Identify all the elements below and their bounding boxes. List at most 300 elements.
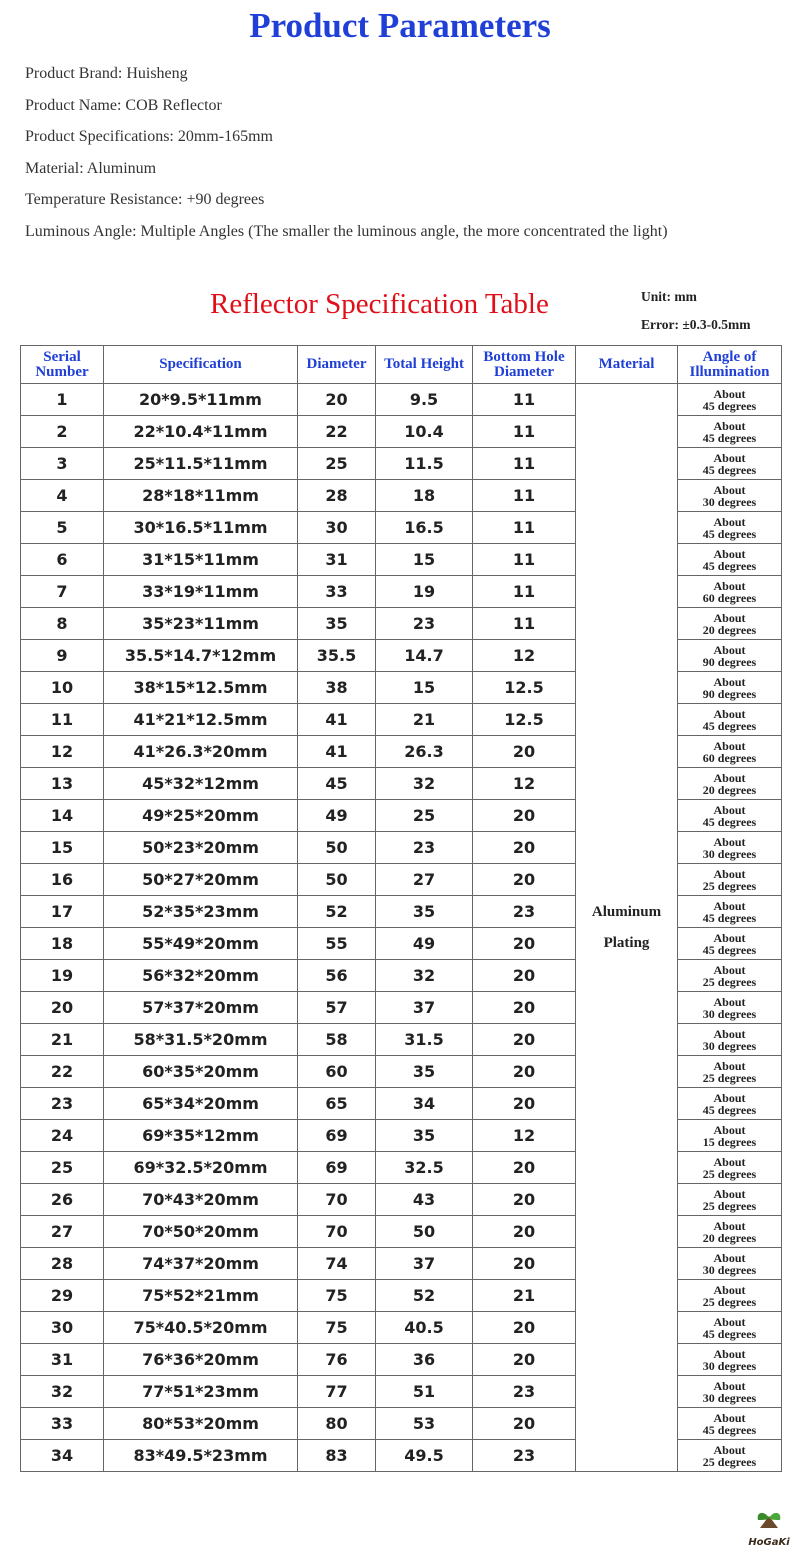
angle-cell — [678, 1312, 782, 1344]
bottom-hole-cell: 20 — [473, 992, 576, 1024]
height-cell: 37 — [376, 992, 473, 1024]
height-cell: 53 — [376, 1408, 473, 1440]
height-cell: 32.5 — [376, 1152, 473, 1184]
diameter-cell: 56 — [298, 960, 376, 992]
spec-cell: 41*21*12.5mm — [104, 704, 298, 736]
diameter-cell: 22 — [298, 416, 376, 448]
angle-cell — [678, 1344, 782, 1376]
bottom-hole-cell: 12 — [473, 768, 576, 800]
angle-about: About — [713, 1154, 746, 1169]
height-cell: 21 — [376, 704, 473, 736]
serial-cell: 15 — [21, 832, 104, 864]
angle-about: About — [713, 962, 746, 977]
bottom-hole-cell: 12.5 — [473, 704, 576, 736]
height-cell: 32 — [376, 960, 473, 992]
angle-about: About — [713, 1410, 746, 1425]
height-cell: 37 — [376, 1248, 473, 1280]
angle-cell — [678, 1024, 782, 1056]
spec-cell: 70*43*20mm — [104, 1184, 298, 1216]
spec-cell: 58*31.5*20mm — [104, 1024, 298, 1056]
angle-about: About — [713, 1058, 746, 1073]
angle-cell — [678, 704, 782, 736]
col-header-bottom-hole: Bottom Hole Diameter — [473, 346, 576, 384]
height-cell: 34 — [376, 1088, 473, 1120]
height-cell: 43 — [376, 1184, 473, 1216]
serial-cell: 19 — [21, 960, 104, 992]
serial-cell: 13 — [21, 768, 104, 800]
angle-value: 30 degrees — [702, 1038, 757, 1053]
angle-value: 25 degrees — [702, 878, 757, 893]
angle-cell — [678, 448, 782, 480]
bottom-hole-cell: 12.5 — [473, 672, 576, 704]
angle-about: About — [713, 802, 746, 817]
table-title: Reflector Specification Table — [210, 288, 549, 320]
serial-cell: 7 — [21, 576, 104, 608]
spec-cell: 31*15*11mm — [104, 544, 298, 576]
bottom-hole-cell: 20 — [473, 832, 576, 864]
angle-cell — [678, 1184, 782, 1216]
spec-cell: 49*25*20mm — [104, 800, 298, 832]
bottom-hole-cell: 20 — [473, 960, 576, 992]
bottom-hole-cell: 21 — [473, 1280, 576, 1312]
angle-value: 90 degrees — [702, 686, 757, 701]
spec-cell: 57*37*20mm — [104, 992, 298, 1024]
serial-cell: 29 — [21, 1280, 104, 1312]
bottom-hole-cell: 20 — [473, 1312, 576, 1344]
serial-cell: 21 — [21, 1024, 104, 1056]
angle-cell — [678, 896, 782, 928]
height-cell: 15 — [376, 672, 473, 704]
spec-cell: 55*49*20mm — [104, 928, 298, 960]
serial-cell: 23 — [21, 1088, 104, 1120]
col-header-height: Total Height — [376, 346, 473, 384]
diameter-cell: 45 — [298, 768, 376, 800]
serial-cell: 9 — [21, 640, 104, 672]
angle-value: 30 degrees — [702, 494, 757, 509]
angle-value: 45 degrees — [702, 558, 757, 573]
angle-about: About — [713, 770, 746, 785]
serial-cell: 11 — [21, 704, 104, 736]
angle-value: 45 degrees — [702, 718, 757, 733]
diameter-cell: 60 — [298, 1056, 376, 1088]
diameter-cell: 38 — [298, 672, 376, 704]
param-material: Material: Aluminum — [25, 159, 157, 177]
diameter-cell: 50 — [298, 832, 376, 864]
angle-cell — [678, 512, 782, 544]
spec-cell: 83*49.5*23mm — [104, 1440, 298, 1472]
bottom-hole-cell: 12 — [473, 1120, 576, 1152]
angle-value: 25 degrees — [702, 1070, 757, 1085]
angle-about: About — [713, 642, 746, 657]
serial-cell: 32 — [21, 1376, 104, 1408]
spec-cell: 80*53*20mm — [104, 1408, 298, 1440]
spec-cell: 75*52*21mm — [104, 1280, 298, 1312]
angle-about: About — [713, 930, 746, 945]
angle-value: 45 degrees — [702, 942, 757, 957]
bottom-hole-cell: 11 — [473, 512, 576, 544]
col-header-material: Material — [576, 346, 678, 384]
angle-cell — [678, 1376, 782, 1408]
spec-cell: 50*23*20mm — [104, 832, 298, 864]
serial-cell: 25 — [21, 1152, 104, 1184]
angle-cell — [678, 1120, 782, 1152]
height-cell: 11.5 — [376, 448, 473, 480]
spec-cell: 69*35*12mm — [104, 1120, 298, 1152]
serial-cell: 2 — [21, 416, 104, 448]
diameter-cell: 74 — [298, 1248, 376, 1280]
spec-cell: 38*15*12.5mm — [104, 672, 298, 704]
angle-value: 90 degrees — [702, 654, 757, 669]
angle-value: 45 degrees — [702, 398, 757, 413]
bottom-hole-cell: 20 — [473, 1216, 576, 1248]
angle-about: About — [713, 1250, 746, 1265]
angle-value: 20 degrees — [702, 782, 757, 797]
diameter-cell: 57 — [298, 992, 376, 1024]
angle-cell — [678, 1280, 782, 1312]
angle-cell — [678, 864, 782, 896]
angle-about: About — [713, 386, 746, 401]
logo-text: HoGaKi — [748, 1537, 790, 1548]
angle-cell — [678, 544, 782, 576]
serial-cell: 18 — [21, 928, 104, 960]
serial-cell: 26 — [21, 1184, 104, 1216]
material-cell — [576, 384, 678, 1472]
angle-about: About — [713, 1282, 746, 1297]
diameter-cell: 52 — [298, 896, 376, 928]
spec-cell: 56*32*20mm — [104, 960, 298, 992]
brand-logo — [741, 1508, 797, 1548]
bottom-hole-cell: 20 — [473, 1088, 576, 1120]
bottom-hole-cell: 20 — [473, 1152, 576, 1184]
angle-about: About — [713, 1314, 746, 1329]
param-brand: Product Brand: Huisheng — [25, 65, 188, 82]
bottom-hole-cell: 20 — [473, 1248, 576, 1280]
param-specifications: Product Specifications: 20mm-165mm — [25, 128, 273, 145]
table-header-row — [21, 346, 782, 384]
angle-about: About — [713, 1346, 746, 1361]
angle-cell — [678, 608, 782, 640]
height-cell: 49 — [376, 928, 473, 960]
col-header-spec: Specification — [104, 346, 298, 384]
bottom-hole-cell: 20 — [473, 1344, 576, 1376]
serial-cell: 33 — [21, 1408, 104, 1440]
height-cell: 15 — [376, 544, 473, 576]
spec-cell: 33*19*11mm — [104, 576, 298, 608]
serial-cell: 17 — [21, 896, 104, 928]
spec-cell: 41*26.3*20mm — [104, 736, 298, 768]
spec-cell: 25*11.5*11mm — [104, 448, 298, 480]
spec-cell: 52*35*23mm — [104, 896, 298, 928]
angle-value: 25 degrees — [702, 1294, 757, 1309]
serial-cell: 8 — [21, 608, 104, 640]
angle-value: 45 degrees — [702, 462, 757, 477]
diameter-cell: 31 — [298, 544, 376, 576]
angle-cell — [678, 960, 782, 992]
diameter-cell: 20 — [298, 384, 376, 416]
diameter-cell: 80 — [298, 1408, 376, 1440]
table-row — [21, 384, 782, 416]
angle-value: 30 degrees — [702, 1262, 757, 1277]
spec-cell: 20*9.5*11mm — [104, 384, 298, 416]
height-cell: 27 — [376, 864, 473, 896]
angle-value: 45 degrees — [702, 1326, 757, 1341]
serial-cell: 20 — [21, 992, 104, 1024]
spec-cell: 70*50*20mm — [104, 1216, 298, 1248]
param-temperature: Temperature Resistance: +90 degrees — [25, 191, 265, 208]
diameter-cell: 55 — [298, 928, 376, 960]
angle-value: 45 degrees — [702, 910, 757, 925]
angle-about: About — [713, 738, 746, 753]
angle-cell — [678, 1216, 782, 1248]
diameter-cell: 69 — [298, 1152, 376, 1184]
diameter-cell: 65 — [298, 1088, 376, 1120]
spec-table — [20, 345, 782, 1472]
angle-about: About — [713, 546, 746, 561]
leaf-logo-icon — [754, 1508, 784, 1532]
angle-about: About — [713, 482, 746, 497]
bottom-hole-cell: 20 — [473, 1056, 576, 1088]
serial-cell: 30 — [21, 1312, 104, 1344]
angle-value: 20 degrees — [702, 1230, 757, 1245]
error-label: Error: ±0.3-0.5mm — [641, 317, 751, 332]
bottom-hole-cell: 23 — [473, 896, 576, 928]
angle-cell — [678, 480, 782, 512]
angle-cell — [678, 640, 782, 672]
angle-cell — [678, 832, 782, 864]
angle-value: 60 degrees — [702, 750, 757, 765]
diameter-cell: 75 — [298, 1280, 376, 1312]
diameter-cell: 75 — [298, 1312, 376, 1344]
spec-cell: 77*51*23mm — [104, 1376, 298, 1408]
bottom-hole-cell: 20 — [473, 864, 576, 896]
spec-cell: 28*18*11mm — [104, 480, 298, 512]
height-cell: 9.5 — [376, 384, 473, 416]
height-cell: 16.5 — [376, 512, 473, 544]
col-header-angle: Angle of Illumination — [678, 346, 782, 384]
angle-value: 30 degrees — [702, 1006, 757, 1021]
table-body — [21, 384, 782, 1472]
spec-cell: 30*16.5*11mm — [104, 512, 298, 544]
height-cell: 51 — [376, 1376, 473, 1408]
height-cell: 23 — [376, 832, 473, 864]
serial-cell: 3 — [21, 448, 104, 480]
bottom-hole-cell: 20 — [473, 1024, 576, 1056]
param-name: Product Name: COB Reflector — [25, 96, 222, 114]
angle-cell — [678, 736, 782, 768]
angle-about: About — [713, 578, 746, 593]
angle-cell — [678, 576, 782, 608]
angle-value: 45 degrees — [702, 1422, 757, 1437]
spec-cell: 22*10.4*11mm — [104, 416, 298, 448]
spec-cell: 76*36*20mm — [104, 1344, 298, 1376]
height-cell: 35 — [376, 1056, 473, 1088]
angle-about: About — [713, 866, 746, 881]
bottom-hole-cell: 23 — [473, 1376, 576, 1408]
height-cell: 18 — [376, 480, 473, 512]
spec-cell: 60*35*20mm — [104, 1056, 298, 1088]
angle-about: About — [713, 1218, 746, 1233]
bottom-hole-cell: 11 — [473, 480, 576, 512]
serial-cell: 5 — [21, 512, 104, 544]
diameter-cell: 30 — [298, 512, 376, 544]
serial-cell: 10 — [21, 672, 104, 704]
height-cell: 10.4 — [376, 416, 473, 448]
height-cell: 19 — [376, 576, 473, 608]
serial-cell: 16 — [21, 864, 104, 896]
angle-cell — [678, 384, 782, 416]
diameter-cell: 70 — [298, 1184, 376, 1216]
bottom-hole-cell: 20 — [473, 928, 576, 960]
diameter-cell: 41 — [298, 704, 376, 736]
angle-cell — [678, 768, 782, 800]
serial-cell: 28 — [21, 1248, 104, 1280]
height-cell: 26.3 — [376, 736, 473, 768]
bottom-hole-cell: 11 — [473, 416, 576, 448]
angle-value: 45 degrees — [702, 526, 757, 541]
angle-about: About — [713, 610, 746, 625]
diameter-cell: 33 — [298, 576, 376, 608]
bottom-hole-cell: 20 — [473, 800, 576, 832]
height-cell: 50 — [376, 1216, 473, 1248]
serial-cell: 1 — [21, 384, 104, 416]
angle-value: 20 degrees — [702, 622, 757, 637]
angle-value: 25 degrees — [702, 1198, 757, 1213]
height-cell: 23 — [376, 608, 473, 640]
height-cell: 52 — [376, 1280, 473, 1312]
height-cell: 14.7 — [376, 640, 473, 672]
diameter-cell: 83 — [298, 1440, 376, 1472]
angle-cell — [678, 800, 782, 832]
angle-value: 45 degrees — [702, 1102, 757, 1117]
angle-value: 30 degrees — [702, 1358, 757, 1373]
diameter-cell: 58 — [298, 1024, 376, 1056]
param-angle: Luminous Angle: Multiple Angles (The smaller the luminous angle, the more concentrated the light) — [25, 222, 668, 240]
serial-cell: 31 — [21, 1344, 104, 1376]
angle-value: 60 degrees — [702, 590, 757, 605]
bottom-hole-cell: 12 — [473, 640, 576, 672]
serial-cell: 6 — [21, 544, 104, 576]
angle-value: 15 degrees — [702, 1134, 757, 1149]
angle-value: 25 degrees — [702, 974, 757, 989]
angle-about: About — [713, 1442, 746, 1457]
angle-about: About — [713, 674, 746, 689]
material-line: Aluminum — [591, 903, 662, 920]
serial-cell: 24 — [21, 1120, 104, 1152]
angle-about: About — [713, 1186, 746, 1201]
spec-cell: 35*23*11mm — [104, 608, 298, 640]
angle-value: 25 degrees — [702, 1166, 757, 1181]
angle-about: About — [713, 1122, 746, 1137]
bottom-hole-cell: 20 — [473, 736, 576, 768]
spec-cell: 35.5*14.7*12mm — [104, 640, 298, 672]
angle-cell — [678, 1248, 782, 1280]
angle-about: About — [713, 706, 746, 721]
angle-cell — [678, 992, 782, 1024]
diameter-cell: 25 — [298, 448, 376, 480]
diameter-cell: 41 — [298, 736, 376, 768]
spec-cell: 74*37*20mm — [104, 1248, 298, 1280]
angle-cell — [678, 1440, 782, 1472]
height-cell: 35 — [376, 1120, 473, 1152]
height-cell: 32 — [376, 768, 473, 800]
diameter-cell: 28 — [298, 480, 376, 512]
diameter-cell: 76 — [298, 1344, 376, 1376]
product-params — [25, 62, 668, 251]
angle-cell — [678, 928, 782, 960]
serial-cell: 34 — [21, 1440, 104, 1472]
serial-cell: 4 — [21, 480, 104, 512]
bottom-hole-cell: 20 — [473, 1184, 576, 1216]
bottom-hole-cell: 11 — [473, 448, 576, 480]
angle-about: About — [713, 1090, 746, 1105]
bottom-hole-cell: 23 — [473, 1440, 576, 1472]
angle-about: About — [713, 450, 746, 465]
angle-about: About — [713, 898, 746, 913]
angle-cell — [678, 1056, 782, 1088]
spec-cell: 75*40.5*20mm — [104, 1312, 298, 1344]
angle-cell — [678, 1152, 782, 1184]
angle-about: About — [713, 418, 746, 433]
height-cell: 40.5 — [376, 1312, 473, 1344]
bottom-hole-cell: 11 — [473, 384, 576, 416]
material-line: Plating — [603, 934, 650, 951]
angle-cell — [678, 416, 782, 448]
angle-value: 45 degrees — [702, 814, 757, 829]
spec-cell: 65*34*20mm — [104, 1088, 298, 1120]
diameter-cell: 35 — [298, 608, 376, 640]
serial-cell: 22 — [21, 1056, 104, 1088]
bottom-hole-cell: 11 — [473, 576, 576, 608]
height-cell: 35 — [376, 896, 473, 928]
serial-cell: 27 — [21, 1216, 104, 1248]
height-cell: 25 — [376, 800, 473, 832]
diameter-cell: 69 — [298, 1120, 376, 1152]
angle-about: About — [713, 1378, 746, 1393]
spec-cell: 45*32*12mm — [104, 768, 298, 800]
height-cell: 31.5 — [376, 1024, 473, 1056]
col-header-diameter: Diameter — [298, 346, 376, 384]
spec-cell: 69*32.5*20mm — [104, 1152, 298, 1184]
bottom-hole-cell: 20 — [473, 1408, 576, 1440]
angle-about: About — [713, 994, 746, 1009]
diameter-cell: 35.5 — [298, 640, 376, 672]
angle-cell — [678, 1088, 782, 1120]
page-title: Product Parameters — [249, 6, 551, 45]
angle-cell — [678, 672, 782, 704]
bottom-hole-cell: 11 — [473, 544, 576, 576]
angle-value: 45 degrees — [702, 430, 757, 445]
angle-about: About — [713, 1026, 746, 1041]
spec-cell: 50*27*20mm — [104, 864, 298, 896]
angle-cell — [678, 1408, 782, 1440]
angle-about: About — [713, 834, 746, 849]
diameter-cell: 77 — [298, 1376, 376, 1408]
angle-about: About — [713, 514, 746, 529]
height-cell: 49.5 — [376, 1440, 473, 1472]
height-cell: 36 — [376, 1344, 473, 1376]
angle-value: 25 degrees — [702, 1454, 757, 1469]
angle-value: 30 degrees — [702, 846, 757, 861]
col-header-serial: Serial Number — [21, 346, 104, 384]
serial-cell: 12 — [21, 736, 104, 768]
bottom-hole-cell: 11 — [473, 608, 576, 640]
unit-label: Unit: mm — [641, 289, 697, 304]
serial-cell: 14 — [21, 800, 104, 832]
diameter-cell: 50 — [298, 864, 376, 896]
diameter-cell: 49 — [298, 800, 376, 832]
diameter-cell: 70 — [298, 1216, 376, 1248]
angle-value: 30 degrees — [702, 1390, 757, 1405]
